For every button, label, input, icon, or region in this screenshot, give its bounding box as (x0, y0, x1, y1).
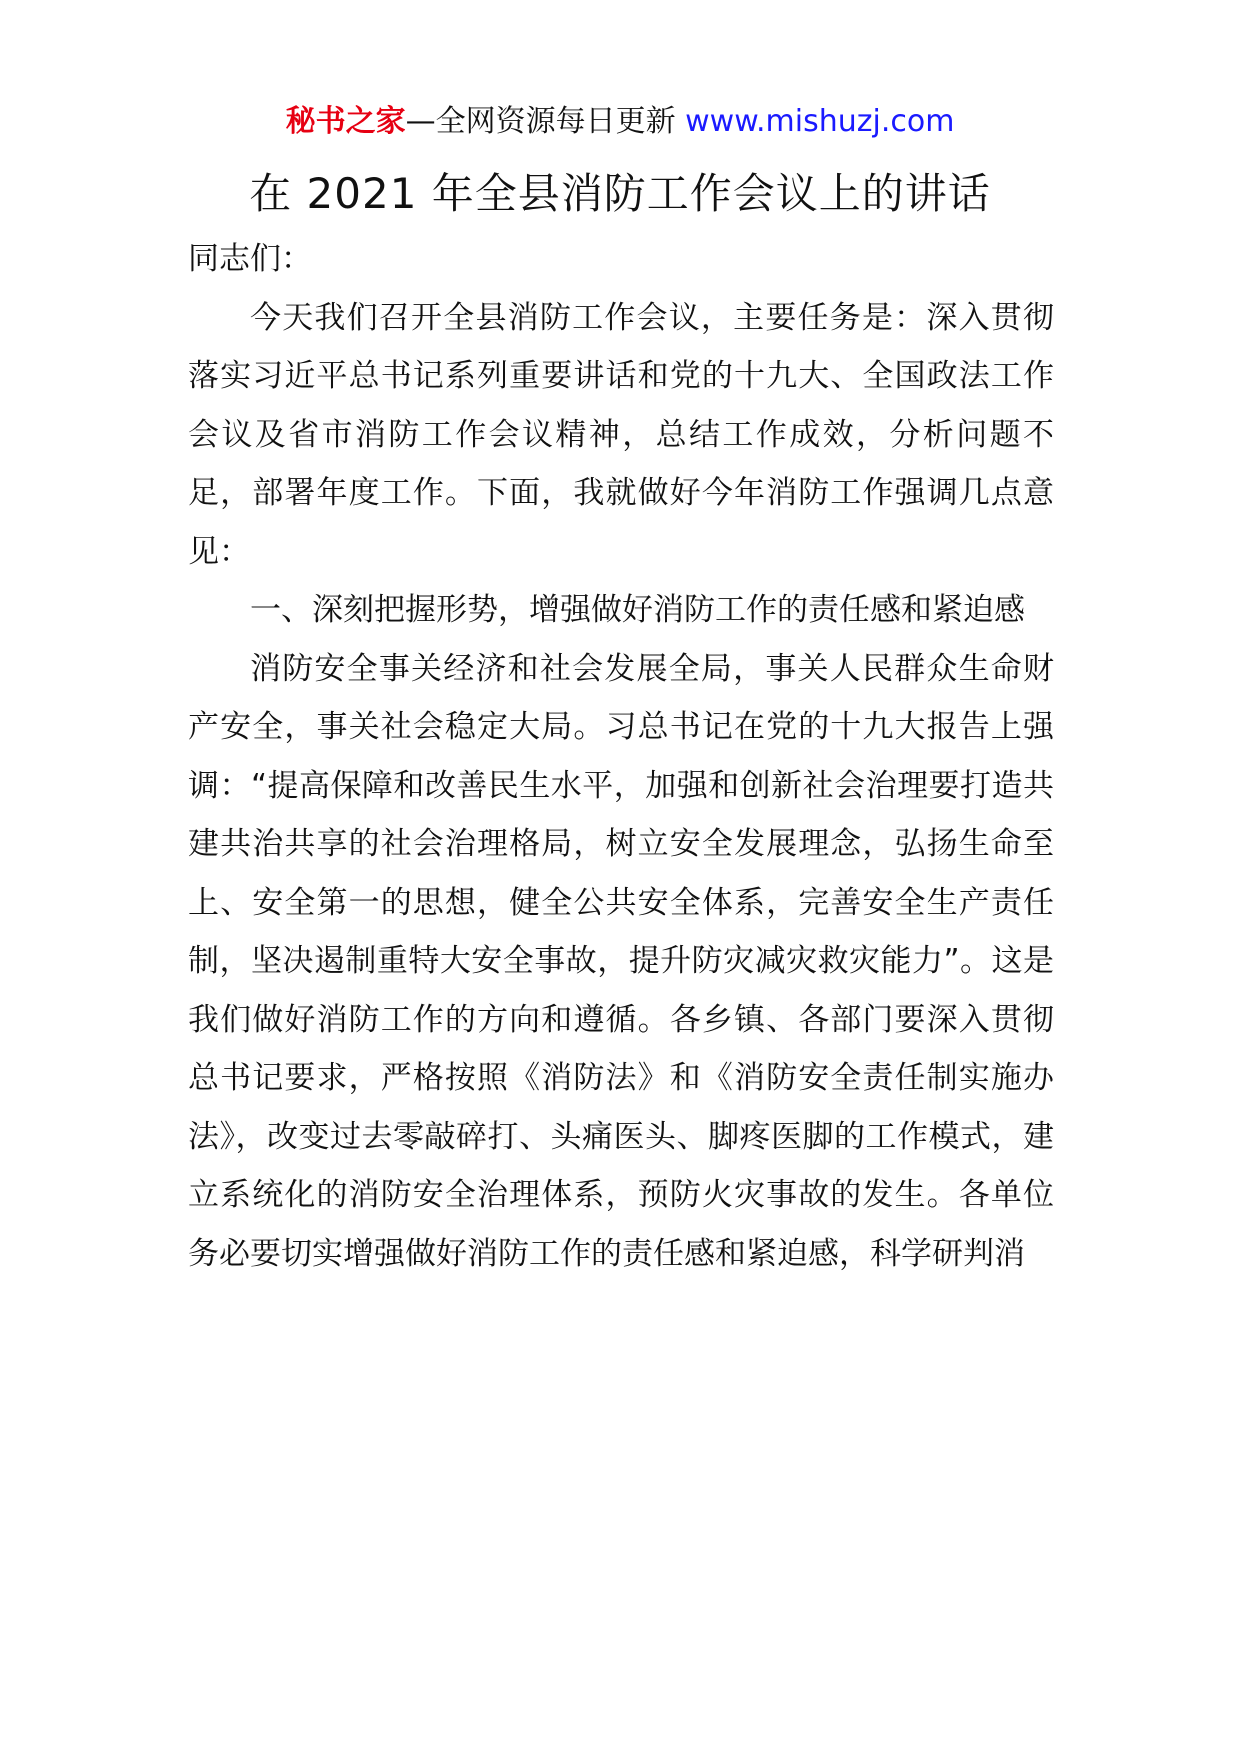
section-heading-1: 一、深刻把握形势，增强做好消防工作的责任感和紧迫感 (250, 592, 1025, 628)
header-slogan: —全网资源每日更新 (405, 104, 686, 139)
site-header (0, 100, 1240, 144)
salutation: 同志们： (188, 241, 312, 277)
paragraph-body: 消防安全事关经济和社会发展全局，事关人民群众生命财产安全，事关社会稳定大局。习总书记在党的十九大报告上强调：“提高保障和改善民生水平，加强和创新社会治理要打造共建共治共享的社会治理格局，树立安全发展理念，弘扬生命至上、安全第一的思想，健全公共安全体系，完善安全生产责任制，坚决遏制重特大安全事故，提升防灾减灾救灾能力”。这是我们做好消防工作的方向和遵循。各乡镇、各部门要深入贯彻总书记要求，严格按照《消防法》和《消防安全责任制实施办法》，改变过去零敲碎打、头痛医头、脚疼医脚的工作模式，建立系统化的消防安全治理体系，预防火灾事故的发生。各单位务必要切实增强做好消防工作的责任感和紧迫感，科学研判消 (188, 650, 1054, 1272)
site-url-link[interactable]: www.mishuzj.com (685, 104, 955, 139)
paragraph-intro: 今天我们召开全县消防工作会议，主要任务是：深入贯彻落实习近平总书记系列重要讲话和党的十九大、全国政法工作会议及省市消防工作会议精神，总结工作成效，分析问题不足，部署年度工作。下面，我就做好今年消防工作强调几点意见： (188, 299, 1054, 570)
page-title: 在 2021 年全县消防工作会议上的讲话 (249, 169, 991, 218)
document-body (188, 230, 1054, 1283)
brand-name: 秘书之家 (285, 104, 406, 139)
